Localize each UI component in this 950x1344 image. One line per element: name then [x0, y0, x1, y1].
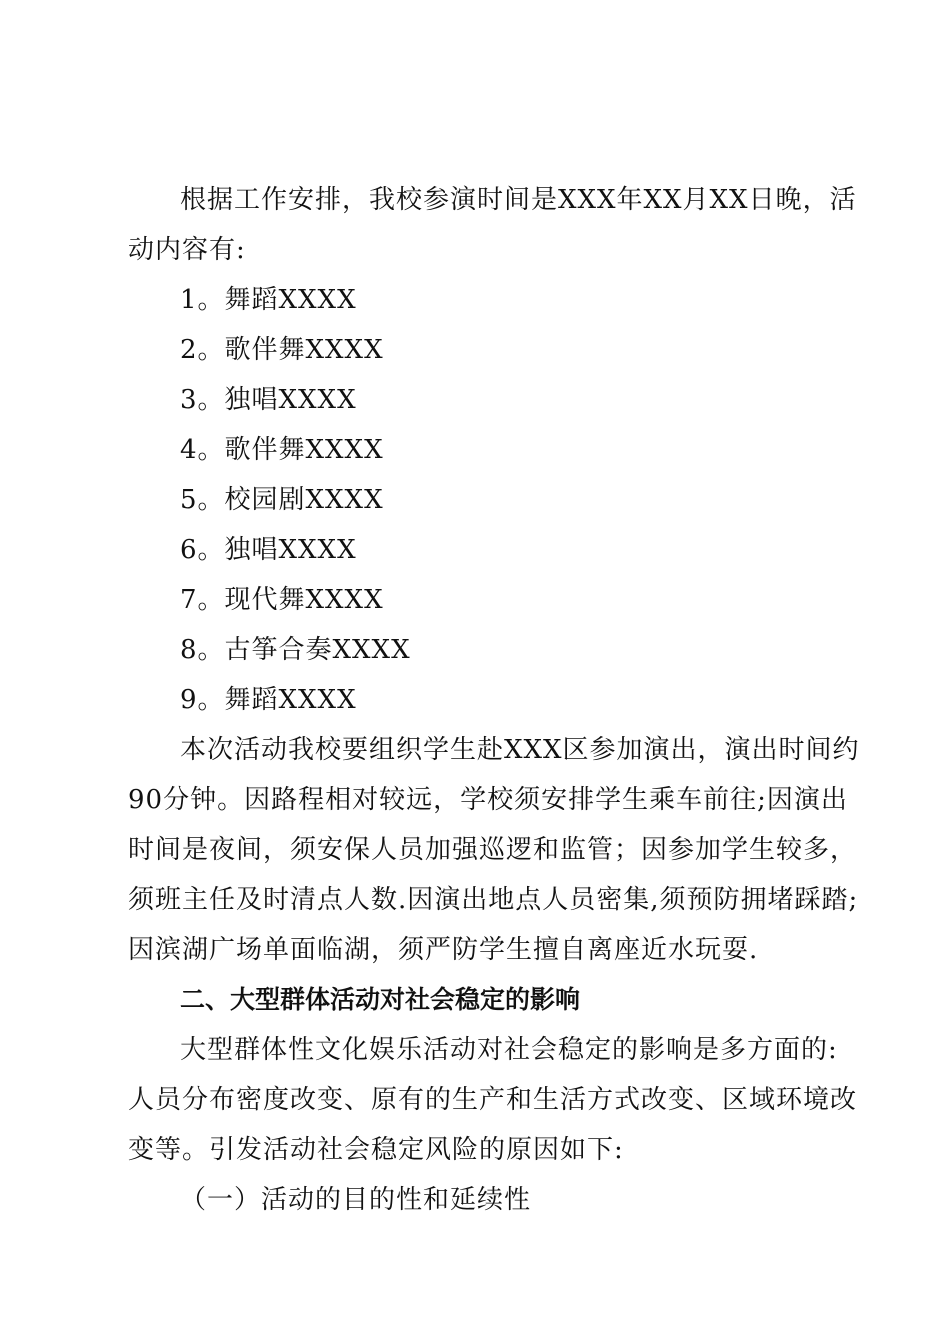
program-item-3: 3。独唱XXXX	[180, 385, 357, 415]
paragraph-arrangement-line-1: 本次活动我校要组织学生赴XXX区参加演出，演出时间约	[180, 735, 860, 765]
paragraph-arrangement-line-4: 须班主任及时清点人数.因演出地点人员密集,须预防拥堵踩踏;	[128, 885, 859, 915]
program-item-8: 8。古筝合奏XXXX	[180, 635, 411, 665]
section-heading-2: 二、大型群体活动对社会稳定的影响	[180, 985, 581, 1014]
paragraph-impact-line-3: 变等。引发活动社会稳定风险的原因如下:	[128, 1135, 624, 1165]
paragraph-intro-line-1: 根据工作安排，我校参演时间是XXX年XX月XX日晚，活	[180, 185, 857, 215]
paragraph-impact-line-2: 人员分布密度改变、原有的生产和生活方式改变、区域环境改	[128, 1085, 858, 1115]
paragraph-arrangement-line-5: 因滨湖广场单面临湖，须严防学生擅自离座近水玩耍.	[128, 935, 759, 965]
program-item-2: 2。歌伴舞XXXX	[180, 335, 384, 365]
paragraph-impact-line-1: 大型群体性文化娱乐活动对社会稳定的影响是多方面的:	[180, 1035, 838, 1065]
program-item-1: 1。舞蹈XXXX	[180, 285, 357, 315]
program-item-7: 7。现代舞XXXX	[180, 585, 384, 615]
paragraph-arrangement-line-2: 90分钟。因路程相对较远，学校须安排学生乘车前往;因演出	[128, 785, 848, 815]
program-item-9: 9。舞蹈XXXX	[180, 685, 357, 715]
subheading-1: （一）活动的目的性和延续性	[180, 1185, 532, 1215]
program-item-5: 5。校园剧XXXX	[180, 485, 384, 515]
paragraph-intro-line-2: 动内容有:	[128, 235, 246, 265]
paragraph-arrangement-line-3: 时间是夜间，须安保人员加强巡逻和监管；因参加学生较多，	[128, 835, 858, 865]
program-item-6: 6。独唱XXXX	[180, 535, 357, 565]
program-item-4: 4。歌伴舞XXXX	[180, 435, 384, 465]
